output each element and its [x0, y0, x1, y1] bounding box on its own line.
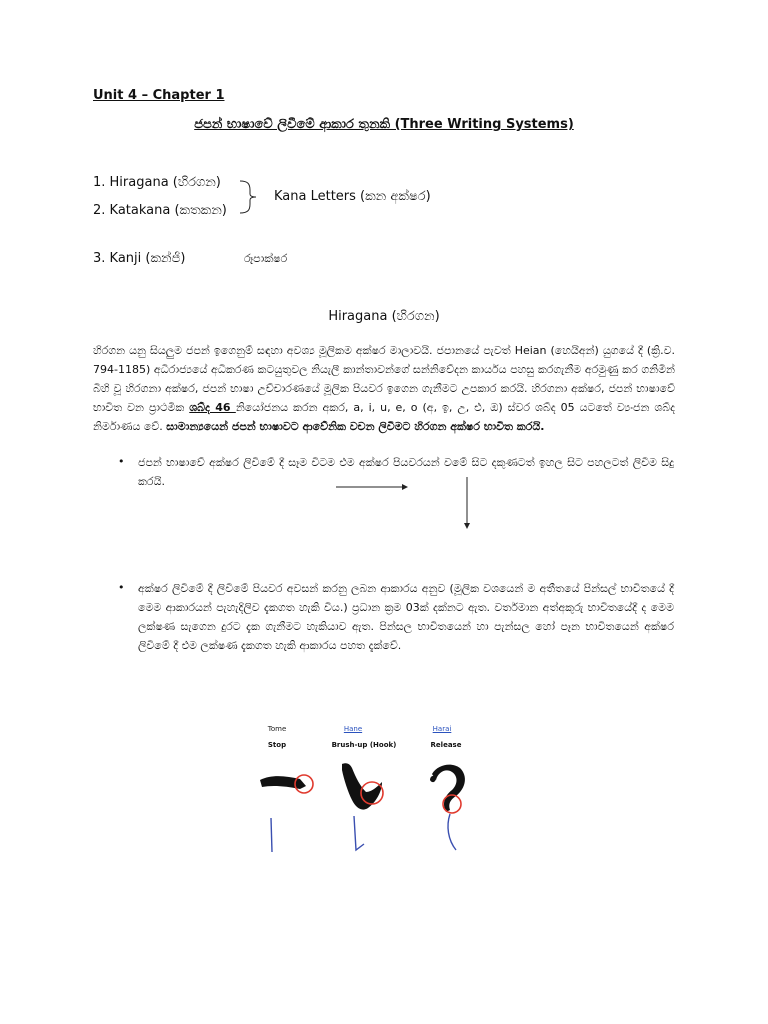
bullet-text-1: ජපන් භාෂාවේ අක්ෂර ලිවීමේ දී සෑම විටම එම අක්ෂර පියවරයන් වමේ සිට දකුණටත් ඉහල සිට පහලටත් ලිවීම සිදු කරයි.	[138, 456, 674, 488]
list-item-hiragana: 1. Hiragana (හිරගන)	[93, 175, 221, 190]
brush-stroke-figure	[252, 722, 482, 882]
bullet-text-2: අක්ෂර ලිවීමේ දී ලිවීමේ පියවර අවසන් කරනු ලබන ආකාරය අනුව (මූලික වශයෙන් ම අතීතයේ පින්සල් භාවිතයේ දී මෙම ආකාරයන් පැහැදිලිව දැකගත හැකි විය.) ප්‍රධාන ක්‍රම 03ක් දක්නට ඇත. වර්තමාන අත්අකුරු භාවිතයේදී ද මෙම ලක්ෂණ සැගෙන දුරට දැක ගැනීමට හැකියාව ඇත. පින්සල භාවිතයෙන් හා පැන්සල හෝ පෑන භාවිතයෙන් අක්ෂර ලිවීමේ දී එම ලක්ෂණ දැකගත හැකි ආකාරය පහත දැක්වේ.	[138, 582, 674, 652]
kana-letters-label: Kana Letters (කන අක්ෂර)	[274, 189, 431, 204]
paragraph-underlined: ශබ්ද 46	[189, 401, 236, 414]
brush-strokes	[252, 752, 482, 882]
harai-label: Harai	[432, 725, 452, 733]
hane-label: Hane	[343, 725, 363, 733]
direction-arrows	[330, 475, 480, 535]
pen-stroke-examples	[271, 814, 456, 852]
unit-title: Unit 4 – Chapter 1	[93, 88, 225, 103]
stop-label: Stop	[267, 741, 287, 749]
brace-icon	[230, 180, 260, 214]
chapter-subtitle: ජපන් භාෂාවේ ලිවීමේ ආකාර තුනකි (Three Writing Systems)	[194, 117, 574, 132]
list-item-kanji: 3. Kanji (කන්ජි)	[93, 251, 186, 266]
brush-up-label: Brush-up (Hook)	[331, 741, 397, 749]
list-item-katakana: 2. Katakana (කතකන)	[93, 203, 227, 218]
release-label: Release	[430, 741, 462, 749]
paragraph-part-1: හිරගන යනු සියලුම ජපන් ඉගෙනුම් සඳහා අවශ්‍ය මූලිකම අක්ෂර මාලාවයි. ජපානයේ පැවත් Heian (හෙයිඅන්) යුගයේ දී (ක්‍රි.ව. 794-1185) අධිරාජ්‍යයේ අධිකරණ කටයුතුවල නියැලී කාන්තාවන්ගේ සන්නිවේදන කාර්යය පහසු කරගැනීම අරමුණු කර ගනිමින් බිහි වූ හිරගනා අක්ෂර, ජපන් භාෂා උච්චාරණයේ මූලික පියවර ඉගෙන ගැනීමට උපකාර කරයි. හිරගනා අක්ෂර, ජපන් භාෂාවේ භාවිත වන ප්‍රාථමික	[93, 344, 675, 414]
tome-brush-stroke	[260, 775, 313, 793]
paragraph-part-2: නියෝජනය කරන අකර, a, i, u, e, o (අ, ඉ, උ, එ, ඔ) ස්වර ශබ්ද 05 යටතේ ව්‍යංජන ශබ්ද නිර්මාණය වේ.	[93, 401, 675, 433]
section-heading: Hiragana (හිරගන)	[328, 309, 440, 324]
bullet-icon: •	[118, 455, 125, 468]
hane-brush-stroke	[342, 763, 383, 809]
kanji-note: රූපාක්ෂර	[244, 252, 288, 265]
paragraph-bold: සාමාන්‍යයෙන් ජපන් භාෂාවට ආවේනික වචන ලිවීමට හිරගන අක්ෂර භාවිත කරයි.	[166, 420, 545, 433]
bullet-icon: •	[118, 581, 125, 594]
harai-brush-stroke	[430, 765, 465, 813]
tome-label: Tome	[267, 725, 287, 733]
intro-paragraph	[93, 341, 675, 436]
